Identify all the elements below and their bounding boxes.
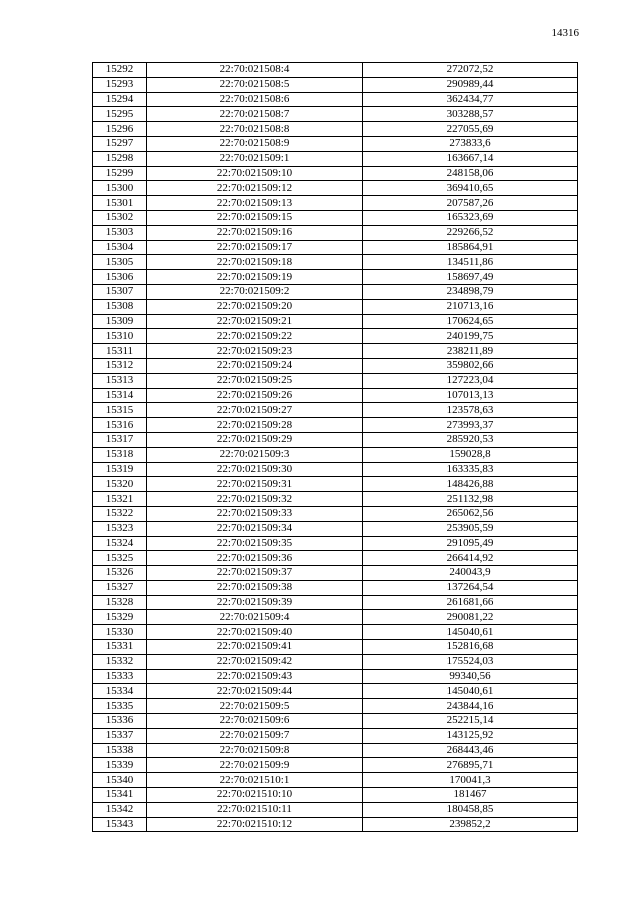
table-row [93, 373, 578, 388]
table-row [93, 447, 578, 462]
cadastral-value-cell: 207587,26 [363, 196, 578, 211]
cadastral-value-cell: 165323,69 [363, 210, 578, 225]
cadastral-value-cell: 248158,06 [363, 166, 578, 181]
row-number-cell: 15332 [93, 654, 147, 669]
table-row [93, 432, 578, 447]
table-row [93, 240, 578, 255]
row-number-cell: 15338 [93, 743, 147, 758]
cadastral-value-cell: 180458,85 [363, 802, 578, 817]
cadastral-number-cell: 22:70:021509:38 [147, 580, 363, 595]
cadastral-value-cell: 145040,61 [363, 684, 578, 699]
cadastral-value-cell: 273833,6 [363, 136, 578, 151]
table-row [93, 181, 578, 196]
cadastral-number-cell: 22:70:021510:12 [147, 817, 363, 832]
table-row [93, 107, 578, 122]
table-row [93, 284, 578, 299]
table-row [93, 77, 578, 92]
row-number-cell: 15326 [93, 566, 147, 581]
row-number-cell: 15313 [93, 373, 147, 388]
row-number-cell: 15339 [93, 758, 147, 773]
table-row [93, 580, 578, 595]
cadastral-value-cell: 175524,03 [363, 654, 578, 669]
cadastral-value-table [92, 62, 578, 832]
table-row [93, 403, 578, 418]
row-number-cell: 15327 [93, 580, 147, 595]
table-row [93, 329, 578, 344]
cadastral-value-cell: 252215,14 [363, 714, 578, 729]
row-number-cell: 15337 [93, 728, 147, 743]
row-number-cell: 15301 [93, 196, 147, 211]
cadastral-number-cell: 22:70:021509:28 [147, 418, 363, 433]
table-row [93, 610, 578, 625]
cadastral-value-cell: 290081,22 [363, 610, 578, 625]
cadastral-value-cell: 238211,89 [363, 344, 578, 359]
row-number-cell: 15304 [93, 240, 147, 255]
table-row [93, 462, 578, 477]
cadastral-value-cell: 240043,9 [363, 566, 578, 581]
cadastral-number-cell: 22:70:021509:36 [147, 551, 363, 566]
row-number-cell: 15342 [93, 802, 147, 817]
cadastral-value-cell: 137264,54 [363, 580, 578, 595]
cadastral-value-cell: 268443,46 [363, 743, 578, 758]
row-number-cell: 15330 [93, 625, 147, 640]
table-row [93, 492, 578, 507]
table-row [93, 654, 578, 669]
cadastral-number-cell: 22:70:021508:8 [147, 122, 363, 137]
cadastral-value-cell: 229266,52 [363, 225, 578, 240]
row-number-cell: 15324 [93, 536, 147, 551]
cadastral-number-cell: 22:70:021509:24 [147, 358, 363, 373]
table-row [93, 506, 578, 521]
cadastral-number-cell: 22:70:021509:13 [147, 196, 363, 211]
cadastral-number-cell: 22:70:021509:44 [147, 684, 363, 699]
row-number-cell: 15293 [93, 77, 147, 92]
row-number-cell: 15308 [93, 299, 147, 314]
row-number-cell: 15325 [93, 551, 147, 566]
table-row [93, 418, 578, 433]
cadastral-number-cell: 22:70:021509:3 [147, 447, 363, 462]
cadastral-value-cell: 145040,61 [363, 625, 578, 640]
row-number-cell: 15321 [93, 492, 147, 507]
cadastral-number-cell: 22:70:021509:5 [147, 699, 363, 714]
table-row [93, 136, 578, 151]
row-number-cell: 15319 [93, 462, 147, 477]
table-row [93, 625, 578, 640]
row-number-cell: 15336 [93, 714, 147, 729]
cadastral-value-cell: 123578,63 [363, 403, 578, 418]
table-row [93, 743, 578, 758]
row-number-cell: 15328 [93, 595, 147, 610]
cadastral-value-cell: 276895,71 [363, 758, 578, 773]
row-number-cell: 15309 [93, 314, 147, 329]
row-number-cell: 15310 [93, 329, 147, 344]
cadastral-value-cell: 163335,83 [363, 462, 578, 477]
cadastral-number-cell: 22:70:021509:18 [147, 255, 363, 270]
cadastral-value-cell: 107013,13 [363, 388, 578, 403]
cadastral-value-cell: 265062,56 [363, 506, 578, 521]
cadastral-number-cell: 22:70:021509:22 [147, 329, 363, 344]
table-row [93, 477, 578, 492]
cadastral-number-cell: 22:70:021509:9 [147, 758, 363, 773]
cadastral-value-cell: 362434,77 [363, 92, 578, 107]
cadastral-number-cell: 22:70:021508:5 [147, 77, 363, 92]
cadastral-value-cell: 134511,86 [363, 255, 578, 270]
row-number-cell: 15306 [93, 270, 147, 285]
cadastral-number-cell: 22:70:021509:41 [147, 640, 363, 655]
cadastral-value-cell: 266414,92 [363, 551, 578, 566]
cadastral-number-cell: 22:70:021509:37 [147, 566, 363, 581]
cadastral-value-cell: 359802,66 [363, 358, 578, 373]
row-number-cell: 15341 [93, 788, 147, 803]
row-number-cell: 15333 [93, 669, 147, 684]
row-number-cell: 15299 [93, 166, 147, 181]
cadastral-value-cell: 143125,92 [363, 728, 578, 743]
cadastral-number-cell: 22:70:021509:8 [147, 743, 363, 758]
table-row [93, 151, 578, 166]
cadastral-value-cell: 303288,57 [363, 107, 578, 122]
cadastral-number-cell: 22:70:021508:4 [147, 63, 363, 78]
row-number-cell: 15320 [93, 477, 147, 492]
cadastral-number-cell: 22:70:021509:17 [147, 240, 363, 255]
table-row [93, 699, 578, 714]
table-row [93, 536, 578, 551]
cadastral-number-cell: 22:70:021509:43 [147, 669, 363, 684]
row-number-cell: 15322 [93, 506, 147, 521]
cadastral-number-cell: 22:70:021509:29 [147, 432, 363, 447]
table-row [93, 314, 578, 329]
row-number-cell: 15335 [93, 699, 147, 714]
cadastral-number-cell: 22:70:021509:16 [147, 225, 363, 240]
table-row [93, 714, 578, 729]
row-number-cell: 15307 [93, 284, 147, 299]
table-row [93, 225, 578, 240]
cadastral-number-cell: 22:70:021509:12 [147, 181, 363, 196]
cadastral-number-cell: 22:70:021509:30 [147, 462, 363, 477]
row-number-cell: 15311 [93, 344, 147, 359]
row-number-cell: 15340 [93, 773, 147, 788]
cadastral-number-cell: 22:70:021510:11 [147, 802, 363, 817]
row-number-cell: 15297 [93, 136, 147, 151]
cadastral-value-cell: 240199,75 [363, 329, 578, 344]
cadastral-value-cell: 210713,16 [363, 299, 578, 314]
cadastral-number-cell: 22:70:021509:4 [147, 610, 363, 625]
row-number-cell: 15294 [93, 92, 147, 107]
cadastral-value-cell: 159028,8 [363, 447, 578, 462]
row-number-cell: 15323 [93, 521, 147, 536]
cadastral-value-cell: 291095,49 [363, 536, 578, 551]
cadastral-value-cell: 170041,3 [363, 773, 578, 788]
table-row [93, 63, 578, 78]
cadastral-value-cell: 99340,56 [363, 669, 578, 684]
cadastral-value-cell: 261681,66 [363, 595, 578, 610]
table-row [93, 122, 578, 137]
table-row [93, 299, 578, 314]
cadastral-number-cell: 22:70:021508:7 [147, 107, 363, 122]
cadastral-value-cell: 185864,91 [363, 240, 578, 255]
row-number-cell: 15334 [93, 684, 147, 699]
table-row [93, 196, 578, 211]
row-number-cell: 15305 [93, 255, 147, 270]
cadastral-number-cell: 22:70:021509:33 [147, 506, 363, 521]
table-row [93, 566, 578, 581]
cadastral-number-cell: 22:70:021509:42 [147, 654, 363, 669]
table-row [93, 344, 578, 359]
cadastral-number-cell: 22:70:021509:10 [147, 166, 363, 181]
table-row [93, 728, 578, 743]
table-body [93, 63, 578, 832]
cadastral-number-cell: 22:70:021509:15 [147, 210, 363, 225]
table-row [93, 640, 578, 655]
cadastral-value-cell: 272072,52 [363, 63, 578, 78]
table-row [93, 788, 578, 803]
row-number-cell: 15331 [93, 640, 147, 655]
table-row [93, 684, 578, 699]
cadastral-number-cell: 22:70:021509:6 [147, 714, 363, 729]
row-number-cell: 15315 [93, 403, 147, 418]
cadastral-value-cell: 243844,16 [363, 699, 578, 714]
cadastral-number-cell: 22:70:021509:31 [147, 477, 363, 492]
cadastral-number-cell: 22:70:021510:10 [147, 788, 363, 803]
table-row [93, 358, 578, 373]
row-number-cell: 15317 [93, 432, 147, 447]
cadastral-value-cell: 127223,04 [363, 373, 578, 388]
cadastral-number-cell: 22:70:021509:1 [147, 151, 363, 166]
row-number-cell: 15329 [93, 610, 147, 625]
row-number-cell: 15300 [93, 181, 147, 196]
cadastral-number-cell: 22:70:021509:20 [147, 299, 363, 314]
cadastral-value-cell: 148426,88 [363, 477, 578, 492]
cadastral-number-cell: 22:70:021509:27 [147, 403, 363, 418]
cadastral-number-cell: 22:70:021509:23 [147, 344, 363, 359]
cadastral-value-cell: 239852,2 [363, 817, 578, 832]
cadastral-value-cell: 181467 [363, 788, 578, 803]
cadastral-number-cell: 22:70:021509:34 [147, 521, 363, 536]
row-number-cell: 15292 [93, 63, 147, 78]
cadastral-value-cell: 234898,79 [363, 284, 578, 299]
cadastral-value-cell: 251132,98 [363, 492, 578, 507]
cadastral-number-cell: 22:70:021508:9 [147, 136, 363, 151]
table-row [93, 817, 578, 832]
cadastral-number-cell: 22:70:021508:6 [147, 92, 363, 107]
cadastral-number-cell: 22:70:021509:39 [147, 595, 363, 610]
cadastral-value-cell: 285920,53 [363, 432, 578, 447]
cadastral-number-cell: 22:70:021509:25 [147, 373, 363, 388]
row-number-cell: 15298 [93, 151, 147, 166]
cadastral-value-cell: 273993,37 [363, 418, 578, 433]
cadastral-value-cell: 290989,44 [363, 77, 578, 92]
cadastral-value-cell: 170624,65 [363, 314, 578, 329]
cadastral-number-cell: 22:70:021509:7 [147, 728, 363, 743]
cadastral-value-cell: 369410,65 [363, 181, 578, 196]
cadastral-number-cell: 22:70:021509:35 [147, 536, 363, 551]
cadastral-value-cell: 152816,68 [363, 640, 578, 655]
row-number-cell: 15316 [93, 418, 147, 433]
cadastral-value-cell: 227055,69 [363, 122, 578, 137]
table-row [93, 388, 578, 403]
table-row [93, 166, 578, 181]
row-number-cell: 15303 [93, 225, 147, 240]
cadastral-value-cell: 158697,49 [363, 270, 578, 285]
cadastral-number-cell: 22:70:021509:2 [147, 284, 363, 299]
table-row [93, 210, 578, 225]
cadastral-number-cell: 22:70:021509:26 [147, 388, 363, 403]
page-number: 14316 [551, 27, 579, 39]
cadastral-number-cell: 22:70:021509:32 [147, 492, 363, 507]
row-number-cell: 15343 [93, 817, 147, 832]
table-row [93, 551, 578, 566]
table-row [93, 669, 578, 684]
table-row [93, 270, 578, 285]
table-row [93, 521, 578, 536]
row-number-cell: 15295 [93, 107, 147, 122]
cadastral-value-cell: 163667,14 [363, 151, 578, 166]
table-row [93, 255, 578, 270]
cadastral-value-cell: 253905,59 [363, 521, 578, 536]
cadastral-number-cell: 22:70:021509:21 [147, 314, 363, 329]
cadastral-number-cell: 22:70:021509:19 [147, 270, 363, 285]
cadastral-number-cell: 22:70:021510:1 [147, 773, 363, 788]
table-row [93, 758, 578, 773]
table-row [93, 595, 578, 610]
table-row [93, 802, 578, 817]
row-number-cell: 15296 [93, 122, 147, 137]
table-row [93, 92, 578, 107]
row-number-cell: 15318 [93, 447, 147, 462]
row-number-cell: 15314 [93, 388, 147, 403]
row-number-cell: 15312 [93, 358, 147, 373]
row-number-cell: 15302 [93, 210, 147, 225]
table-row [93, 773, 578, 788]
cadastral-number-cell: 22:70:021509:40 [147, 625, 363, 640]
